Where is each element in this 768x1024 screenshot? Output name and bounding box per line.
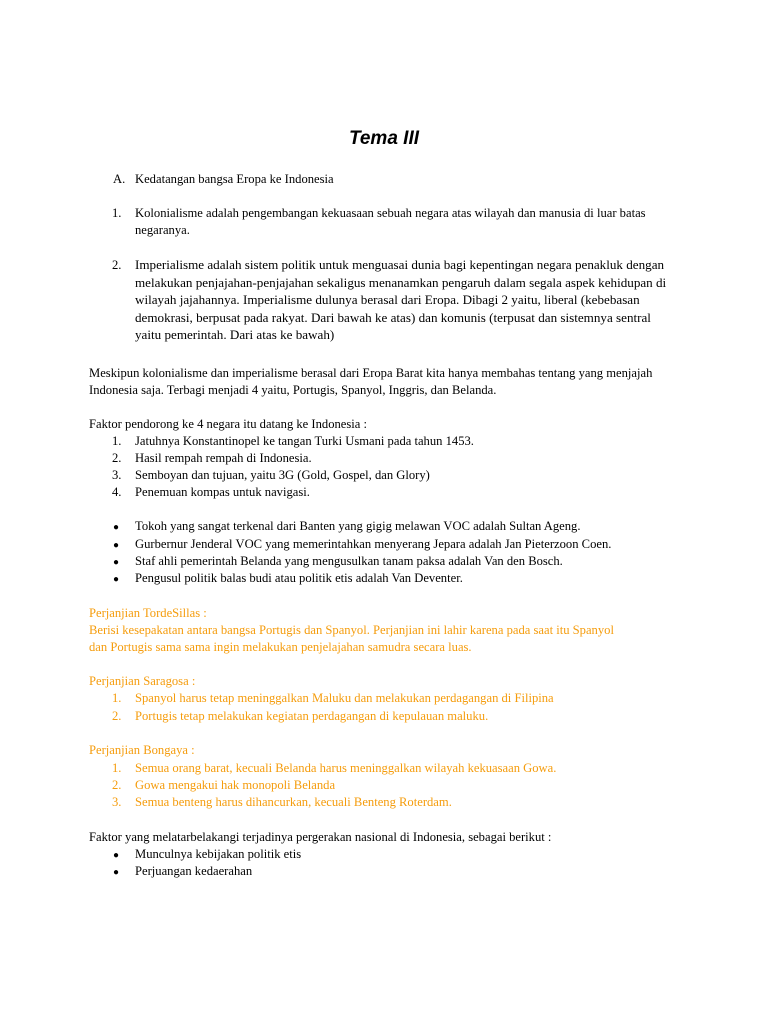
list-item: Pengusul politik balas budi atau politik etis adalah Van Deventer.	[135, 571, 463, 585]
list-item-marker: 3.	[112, 795, 122, 809]
list-item: Spanyol harus tetap meninggalkan Maluku dan melakukan perdagangan di Filipina	[135, 691, 554, 705]
bullet-icon: ●	[113, 574, 120, 585]
list-item: Semua orang barat, kecuali Belanda harus meninggalkan wilayah kekuasaan Gowa.	[135, 761, 557, 775]
list-item: Penemuan kompas untuk navigasi.	[135, 485, 310, 499]
list-item-marker: 4.	[112, 485, 122, 499]
saragosa-heading: Perjanjian Saragosa :	[89, 674, 196, 688]
list-item-marker: 1.	[112, 434, 122, 448]
list-item: Tokoh yang sangat terkenal dari Banten yang gigig melawan VOC adalah Sultan Ageng.	[135, 519, 581, 533]
list-item-marker: 2.	[112, 709, 122, 723]
list-item: Semua benteng harus dihancurkan, kecuali Benteng Roterdam.	[135, 795, 452, 809]
list-item: Munculnya kebijakan politik etis	[135, 847, 302, 861]
list-item: Perjuangan kedaerahan	[135, 864, 253, 878]
pergerakan-heading: Faktor yang melatarbelakangi terjadinya pergerakan nasional di Indonesia, sebagai berikut :	[89, 830, 552, 844]
definition-2-text: Imperialisme adalah sistem politik untuk menguasai dunia bagi kepentingan negara penakluk dengan melakukan penjajahan-penjajahan sekaligus menanamkan pengaruh dalam segala aspek kehidupan di wilayah jajahannya. Imperialisme dulunya berasal dari Eropa. Dibagi 2 yaitu, liberal (kebebasan demokrasi, berpusat pada rakyat. Dari bawah ke atas) dan komunis (terpusat dan sistemnya sentral yaitu pemerintah. Dari atas ke bawah)	[135, 257, 667, 342]
section-a-marker: A.	[113, 172, 126, 186]
bongaya-heading: Perjanjian Bongaya :	[89, 743, 195, 757]
faktor-pendorong-heading: Faktor pendorong ke 4 negara itu datang ke Indonesia :	[89, 417, 368, 431]
list-item-marker: 1.	[112, 691, 122, 705]
list-item: Gurbernur Jenderal VOC yang memerintahkan menyerang Jepara adalah Jan Pieterzoon Coen.	[135, 537, 612, 551]
section-a-heading: Kedatangan bangsa Eropa ke Indonesia	[135, 172, 334, 186]
tordesillas-line-2: dan Portugis sama sama ingin melakukan penjelajahan samudra secara luas.	[89, 640, 472, 654]
bullet-icon: ●	[113, 850, 120, 861]
list-item: Gowa mengakui hak monopoli Belanda	[135, 778, 336, 792]
list-item: Portugis tetap melakukan kegiatan perdagangan di kepulauan maluku.	[135, 709, 489, 723]
intro-paragraph: Meskipun kolonialisme dan imperialisme berasal dari Eropa Barat kita hanya membahas tentang yang menjajah Indonesia saja. Terbagi menjadi 4 yaitu, Portugis, Spanyol, Inggris, dan Belanda.	[89, 366, 653, 397]
tordesillas-heading: Perjanjian TordeSillas :	[89, 606, 207, 620]
bullet-icon: ●	[113, 540, 120, 551]
page-title: Tema III	[348, 128, 420, 149]
bullet-icon: ●	[113, 522, 120, 533]
list-item-marker: 2.	[112, 778, 122, 792]
definition-1-text: Kolonialisme adalah pengembangan kekuasaan sebuah negara atas wilayah dan manusia di luar batas negaranya.	[135, 206, 646, 237]
list-item: Semboyan dan tujuan, yaitu 3G (Gold, Gospel, dan Glory)	[135, 468, 430, 482]
definition-1-marker: 1.	[112, 206, 122, 220]
list-item: Hasil rempah rempah di Indonesia.	[135, 451, 312, 465]
bullet-icon: ●	[113, 557, 120, 568]
bullet-icon: ●	[113, 867, 120, 878]
list-item-marker: 2.	[112, 451, 122, 465]
tordesillas-line-1: Berisi kesepakatan antara bangsa Portugis dan Spanyol. Perjanjian ini lahir karena pada saat itu Spanyol	[89, 623, 614, 637]
list-item-marker: 1.	[112, 761, 122, 775]
list-item: Staf ahli pemerintah Belanda yang mengusulkan tanam paksa adalah Van den Bosch.	[135, 554, 563, 568]
list-item: Jatuhnya Konstantinopel ke tangan Turki Usmani pada tahun 1453.	[135, 434, 474, 448]
definition-2-marker: 2.	[112, 258, 122, 272]
list-item-marker: 3.	[112, 468, 122, 482]
